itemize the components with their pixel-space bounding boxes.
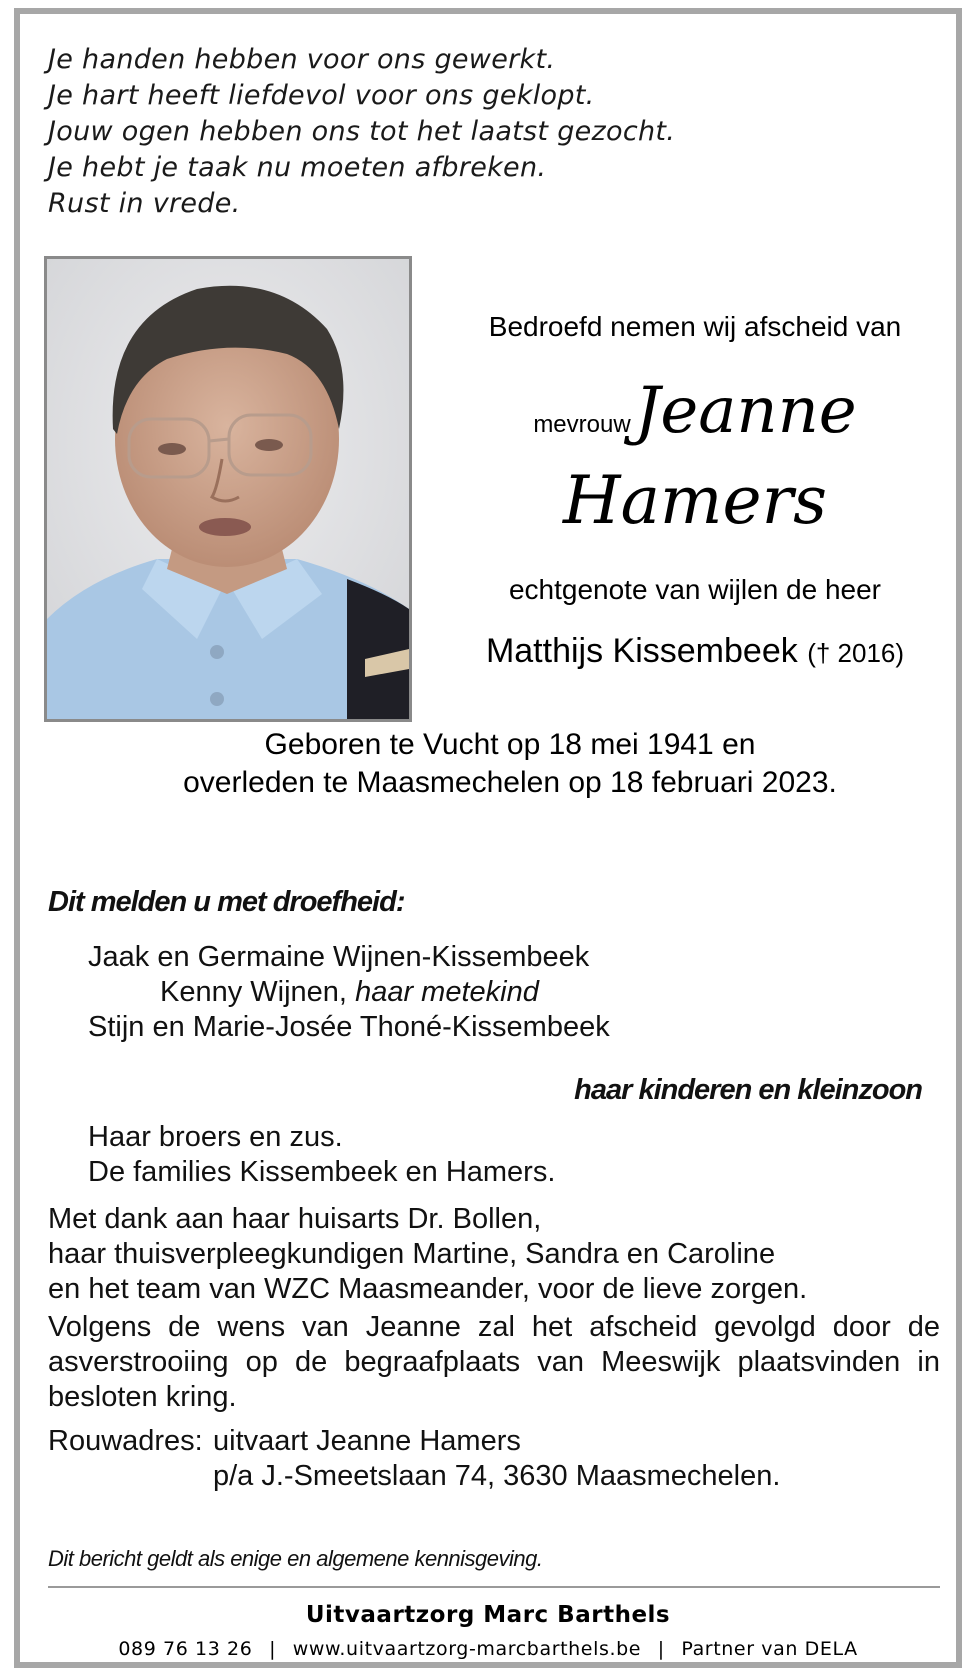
family-line: Jaak en Germaine Wijnen-Kissembeek (88, 941, 590, 973)
thanks-paragraph (48, 1202, 940, 1307)
death-notice (14, 8, 962, 1668)
thanks-line: haar thuisverpleegkundigen Martine, Sandra en Caroline (48, 1238, 776, 1270)
website-link[interactable]: www.uitvaartzorg-marcbarthels.be (292, 1638, 642, 1660)
deceased-last-name: Hamers (563, 462, 827, 539)
notice-disclaimer: Dit bericht geldt als enige en algemene kennisgeving. (48, 1546, 543, 1571)
phone-number: 089 76 13 26 (118, 1638, 253, 1660)
poem (48, 42, 675, 222)
separator: | (657, 1638, 665, 1660)
address-line: p/a J.-Smeetslaan 74, 3630 Maasmechelen. (213, 1460, 781, 1492)
honorific: mevrouw (533, 411, 631, 438)
family-member-name: Kenny Wijnen, (160, 976, 347, 1008)
family-line (160, 975, 539, 1010)
family-line: Haar broers en zus. (88, 1121, 343, 1153)
thanks-line: en het team van WZC Maasmeander, voor de lieve zorgen. (48, 1273, 808, 1305)
intro-line: Bedroefd nemen wij afscheid van (488, 311, 902, 342)
poem-line: Je hart heeft liefdevol voor ons geklopt. (48, 80, 595, 111)
family-line: De families Kissembeek en Hamers. (88, 1156, 556, 1188)
life-dates (60, 726, 960, 802)
portrait-illustration (47, 259, 409, 719)
separator: | (269, 1638, 277, 1660)
funeral-home-contact (20, 1638, 956, 1660)
poem-line: Je hebt je taak nu moeten afbreken. (48, 152, 547, 183)
wish-paragraph: Volgens de wens van Jeanne zal het afscheid gevolgd door de asverstrooiing op de begraafplaats van Meeswijk plaatsvinden in besloten kring. (48, 1311, 940, 1413)
deceased-first-line (435, 376, 955, 466)
family-member-role: haar metekind (355, 976, 539, 1008)
spouse-death-year: († 2016) (807, 638, 905, 668)
thanks-line: Met dank aan haar huisarts Dr. Bollen, (48, 1203, 542, 1235)
portrait-photo (44, 256, 412, 722)
poem-line: Je handen hebben voor ons gewerkt. (48, 44, 556, 75)
address-label: Rouwadres: (48, 1425, 203, 1457)
death-line: overleden te Maasmechelen op 18 februari 2023. (183, 766, 837, 799)
deceased-first-name: Jeanne (634, 374, 857, 448)
spouse-line (435, 632, 955, 671)
poem-line: Jouw ogen hebben ons tot het laatst gezocht. (48, 116, 676, 147)
funeral-home-name: Uitvaartzorg Marc Barthels (305, 1602, 671, 1628)
divider (48, 1586, 940, 1588)
family-group-label: haar kinderen en kleinzoon (574, 1074, 922, 1106)
family-line: Stijn en Marie-Josée Thoné-Kissembeek (88, 1011, 610, 1043)
partner-text: Partner van DELA (681, 1638, 858, 1660)
birth-line: Geboren te Vucht op 18 mei 1941 en (264, 728, 756, 761)
spouse-name: Matthijs Kissembeek (485, 632, 798, 670)
spouse-intro: echtgenote van wijlen de heer (508, 574, 882, 605)
announcement-heading: Dit melden u met droefheid: (48, 886, 405, 918)
poem-line: Rust in vrede. (48, 188, 241, 219)
address-line: uitvaart Jeanne Hamers (213, 1425, 521, 1457)
